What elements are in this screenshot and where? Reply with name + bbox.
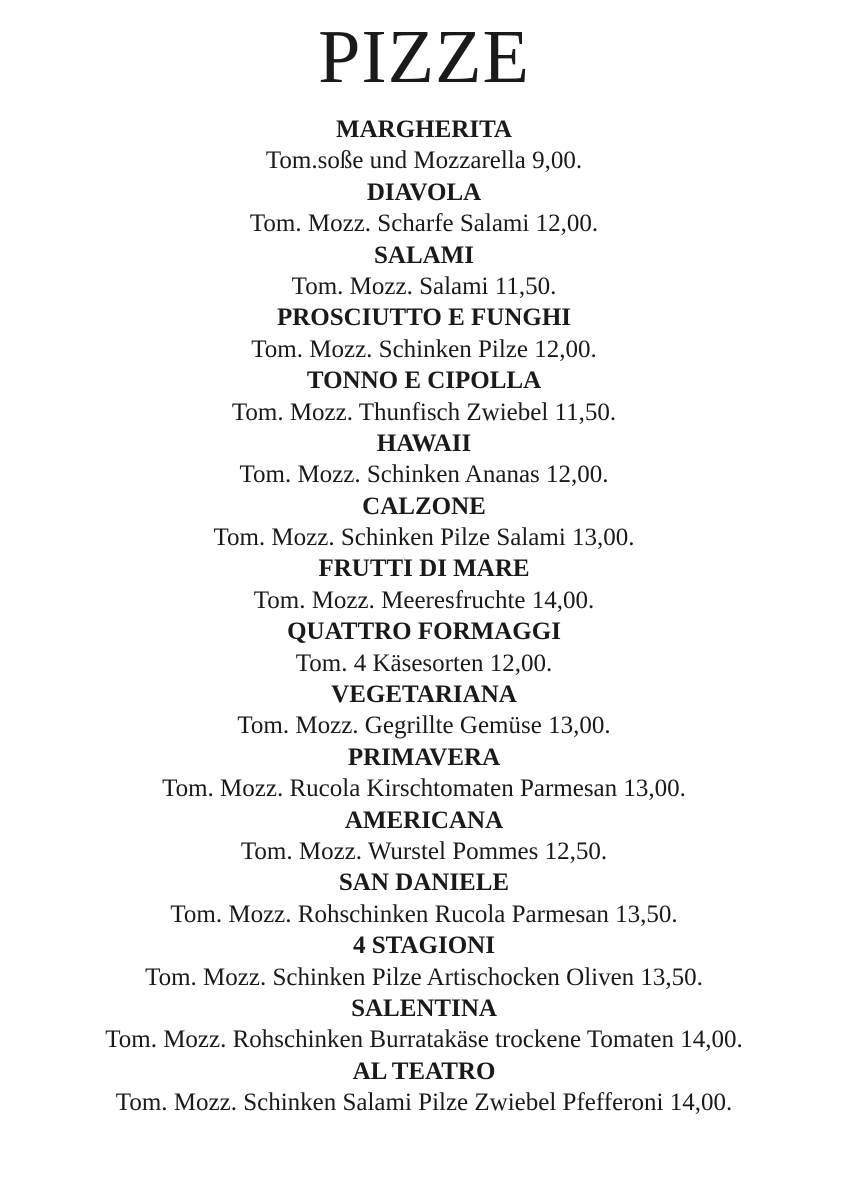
pizza-name: SALAMI: [373, 241, 474, 269]
pizza-name: DIAVOLA: [366, 178, 482, 206]
menu-item: [0, 616, 848, 679]
menu-item: [0, 240, 848, 303]
menu-item: [0, 114, 848, 177]
pizza-name: SAN DANIELE: [338, 869, 510, 897]
pizza-name: MARGHERITA: [336, 116, 512, 143]
pizza-description: Tom.soße und Mozzarella 9,00.: [265, 147, 583, 175]
pizza-name: 4 STAGIONI: [353, 932, 495, 960]
pizza-name: HAWAII: [376, 429, 472, 457]
menu-item: [0, 302, 848, 365]
pizza-description: Tom. Mozz. Wurstel Pommes 12,50.: [240, 837, 608, 865]
menu-item: [0, 742, 848, 805]
menu-item: [0, 553, 848, 616]
menu-item: [0, 805, 848, 868]
menu-item: [0, 491, 848, 554]
pizza-description: Tom. Mozz. Rohschinken Rucola Parmesan 13,50.: [170, 900, 678, 928]
pizza-name: TONNO E CIPOLLA: [306, 367, 542, 395]
pizza-description: Tom. Mozz. Scharfe Salami 12,00.: [249, 210, 599, 238]
pizza-list: [0, 114, 848, 1119]
pizza-name: PRIMAVERA: [347, 743, 501, 771]
pizza-name: AL TEATRO: [352, 1057, 496, 1085]
pizza-description: Tom. 4 Käsesorten 12,00.: [295, 649, 553, 677]
pizza-name: VEGETARIANA: [331, 681, 517, 709]
pizza-name: CALZONE: [362, 492, 486, 520]
pizza-description: Tom. Mozz. Salami 11,50.: [291, 272, 557, 300]
menu-item: [0, 365, 848, 428]
menu-item: [0, 679, 848, 742]
page-title: PIZZE: [318, 15, 530, 99]
pizza-description: Tom. Mozz. Schinken Pilze 12,00.: [251, 335, 597, 363]
pizza-description: Tom. Mozz. Schinken Salami Pilze Zwiebel Pfefferoni 14,00.: [115, 1089, 733, 1117]
pizza-name: AMERICANA: [344, 806, 504, 834]
menu-item: [0, 993, 848, 1056]
pizza-name: FRUTTI DI MARE: [318, 555, 530, 583]
pizza-description: Tom. Mozz. Schinken Ananas 12,00.: [239, 461, 609, 489]
pizza-description: Tom. Mozz. Thunfisch Zwiebel 11,50.: [231, 398, 617, 426]
pizza-description: Tom. Mozz. Rucola Kirschtomaten Parmesan 13,00.: [162, 775, 686, 803]
pizza-description: Tom. Mozz. Meeresfruchte 14,00.: [253, 586, 595, 614]
pizza-description: Tom. Mozz. Gegrillte Gemüse 13,00.: [237, 712, 611, 740]
menu-item: [0, 867, 848, 930]
menu-item: [0, 177, 848, 240]
pizza-name: QUATTRO FORMAGGI: [287, 618, 561, 646]
pizza-description: Tom. Mozz. Rohschinken Burratakäse trockene Tomaten 14,00.: [105, 1026, 743, 1054]
menu-item: [0, 1056, 848, 1119]
pizza-name: PROSCIUTTO E FUNGHI: [276, 304, 572, 332]
menu-item: [0, 428, 848, 491]
pizza-description: Tom. Mozz. Schinken Pilze Artischocken Oliven 13,50.: [145, 963, 703, 991]
pizza-name: SALENTINA: [351, 994, 497, 1022]
menu-item: [0, 930, 848, 993]
pizza-description: Tom. Mozz. Schinken Pilze Salami 13,00.: [213, 524, 635, 552]
